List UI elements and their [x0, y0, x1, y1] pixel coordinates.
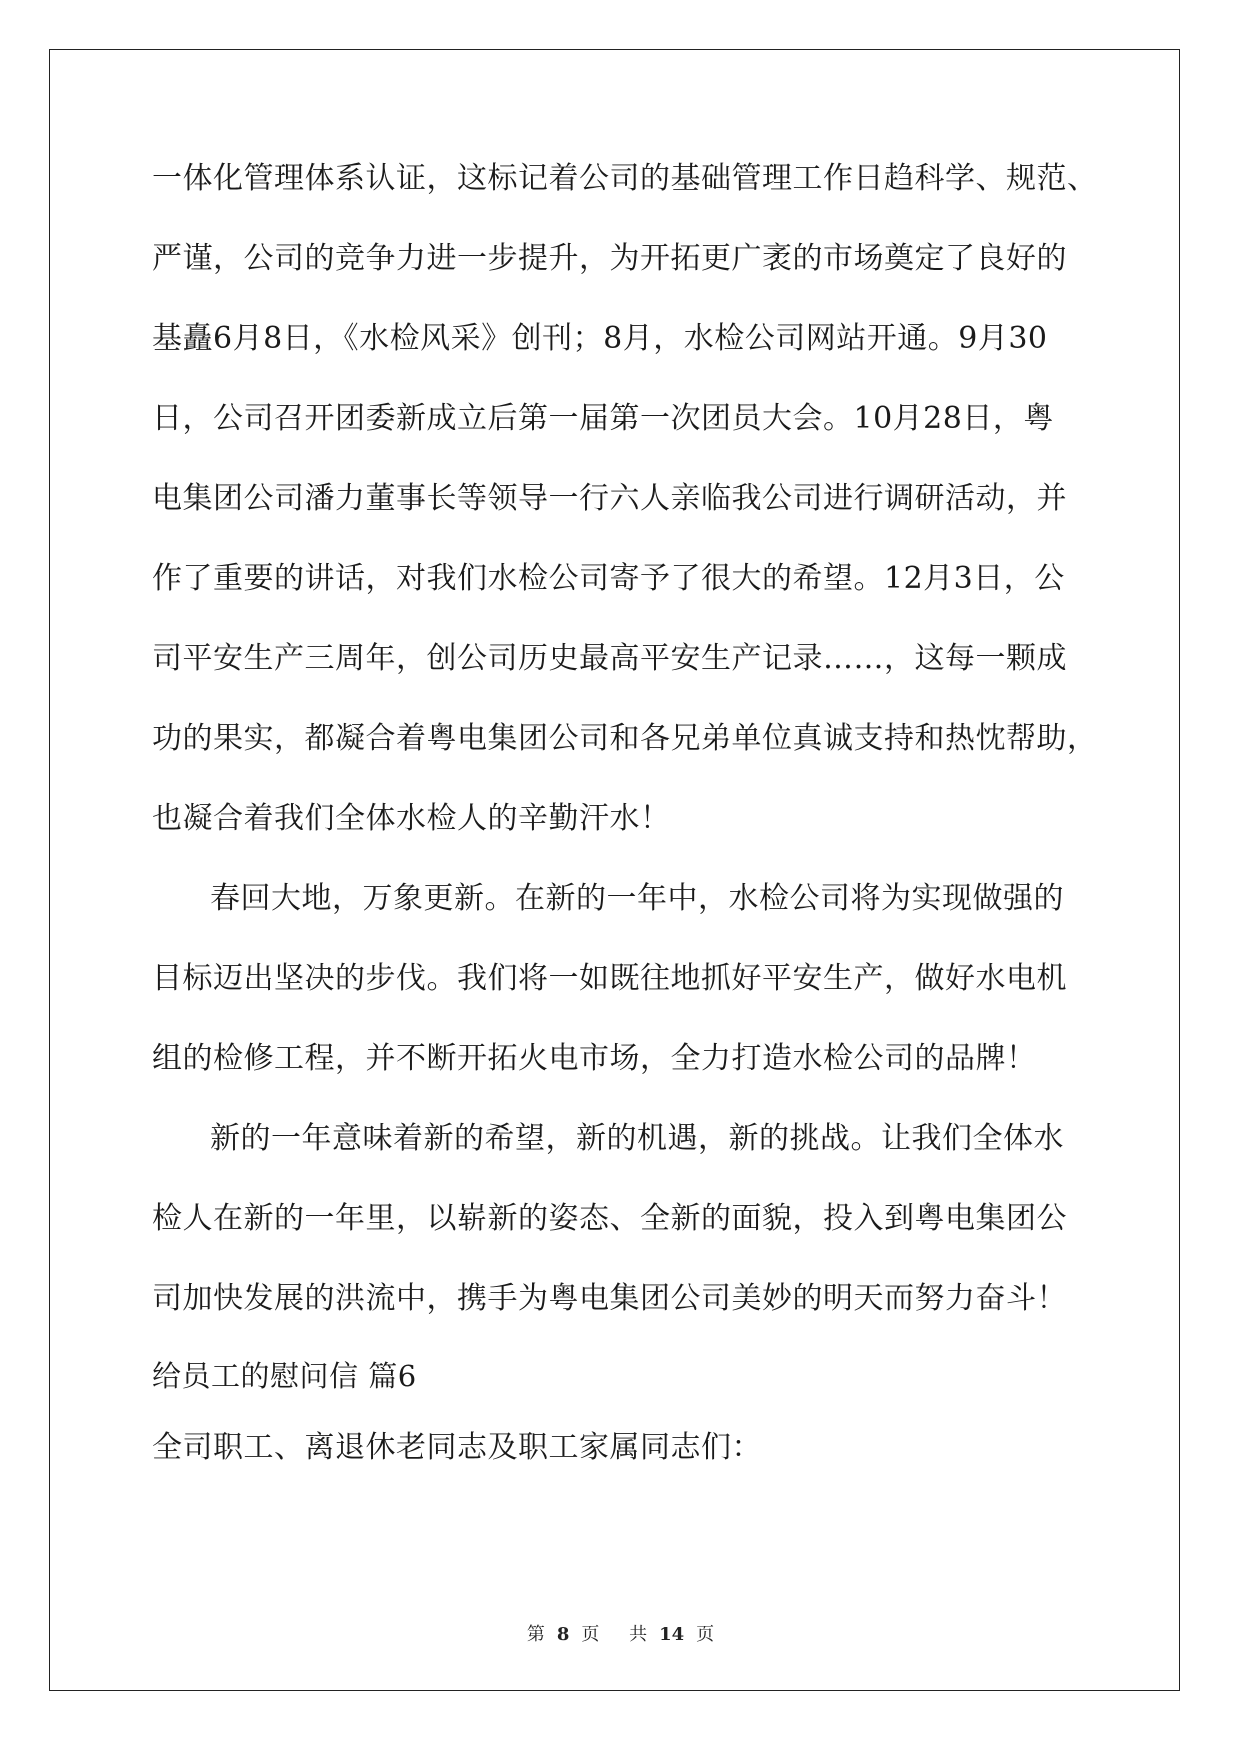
page-current: 8 — [556, 1624, 570, 1645]
document-body — [152, 152, 1098, 1501]
paragraph-line: 功的果实，都凝合着粤电集团公司和各兄弟单位真诚支持和热忱帮助， — [152, 721, 1098, 756]
paragraph-line: 一体化管理体系认证，这标记着公司的基础管理工作日趋科学、规范、 — [152, 161, 1098, 196]
paragraph-line: 司加快发展的洪流中，携手为粤电集团公司美妙的明天而努力奋斗！ — [152, 1281, 1067, 1316]
paragraph-line: 春回大地，万象更新。在新的一年中，水检公司将为实现做强的 — [210, 881, 1064, 916]
paragraph-line: 基矗6月8日，《水检风采》创刊；8月，水检公司网站开通。9月30 — [152, 321, 1048, 356]
paragraph-line: 电集团公司潘力董事长等领导一行六人亲临我公司进行调研活动，并 — [152, 481, 1067, 516]
total-suffix: 页 — [696, 1624, 715, 1645]
page-number — [521, 1624, 606, 1645]
total-count: 14 — [659, 1624, 685, 1645]
page-suffix: 页 — [581, 1624, 600, 1645]
paragraph-line: 作了重要的讲话，对我们水检公司寄予了很大的希望。12月3日，公 — [152, 561, 1065, 596]
paragraph-line: 司平安生产三周年，创公司历史最高平安生产记录……，这每一颗成 — [152, 641, 1067, 676]
total-prefix: 共 — [629, 1624, 648, 1645]
paragraph-line: 严谨，公司的竞争力进一步提升，为开拓更广袤的市场奠定了良好的 — [152, 241, 1067, 276]
paragraph-line: 也凝合着我们全体水检人的辛勤汗水！ — [152, 801, 671, 836]
page-prefix: 第 — [526, 1624, 545, 1645]
paragraph-line: 新的一年意味着新的希望，新的机遇，新的挑战。让我们全体水 — [210, 1121, 1064, 1156]
paragraph-line: 目标迈出坚决的步伐。我们将一如既往地抓好平安生产，做好水电机 — [152, 961, 1067, 996]
paragraph-line: 检人在新的一年里，以崭新的姿态、全新的面貌，投入到粤电集团公 — [152, 1201, 1067, 1236]
paragraph-line: 日，公司召开团委新成立后第一届第一次团员大会。10月28日，粤 — [152, 401, 1054, 436]
paragraph-line: 组的检修工程，并不断开拓火电市场，全力打造水检公司的品牌！ — [152, 1041, 1037, 1076]
section-heading: 给员工的慰问信 篇6 — [152, 1359, 417, 1393]
salutation-line: 全司职工、离退休老同志及职工家属同志们： — [152, 1430, 762, 1465]
page-footer — [0, 1620, 1241, 1646]
page-total — [623, 1624, 720, 1645]
